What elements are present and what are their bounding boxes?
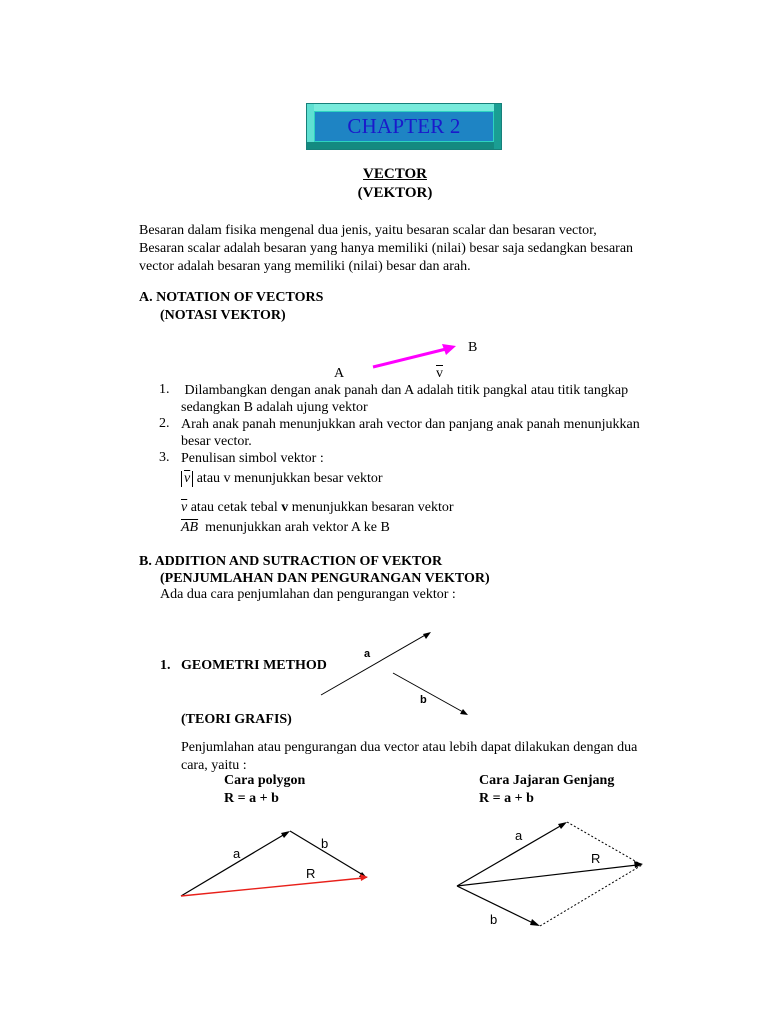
polygon-diagram xyxy=(175,825,375,905)
arrowhead-icon xyxy=(442,344,456,355)
symbol-bold-v: v xyxy=(281,500,289,515)
list-item xyxy=(159,450,679,467)
polygon-resultant-r xyxy=(181,878,363,896)
label-v: $\overline{v}$ xyxy=(436,366,443,381)
intro-line: vector adalah besaran yang memiliki (nilai) besar dan arah. xyxy=(139,259,471,274)
symbol-text: atau v menunjukkan besar vektor xyxy=(193,471,383,486)
intro-paragraph xyxy=(139,222,633,276)
list-text: Penulisan simbol vektor : xyxy=(181,451,324,466)
vector-ab-arrow xyxy=(373,349,446,367)
fig-label-b: b xyxy=(420,694,427,706)
parallelogram-vector-a xyxy=(457,825,562,886)
polygon-label-a: a xyxy=(233,846,241,861)
section-b-title: B. ADDITION AND SUTRACTION OF VEKTOR xyxy=(139,554,443,569)
intro-line: Besaran dalam fisika mengenal dua jenis, yaitu besaran scalar dan besaran vector, xyxy=(139,223,597,238)
heading-line1: VECTOR xyxy=(363,166,427,182)
parallelogram-diagram xyxy=(450,815,650,933)
section-a-heading xyxy=(139,289,323,325)
vectors-a-b-figure xyxy=(315,625,475,720)
list-number: 2. xyxy=(159,416,170,431)
section-b-heading xyxy=(139,553,490,587)
symbol-v: $\overline{v}$ xyxy=(181,500,188,515)
notation-list xyxy=(159,382,679,467)
vector-b-line xyxy=(393,673,463,712)
polygon-title: Cara polygon xyxy=(224,773,306,788)
page-heading xyxy=(300,165,490,203)
polygon-label-b: b xyxy=(321,836,329,851)
list-number: 3. xyxy=(159,450,170,465)
arrowhead-icon xyxy=(530,919,540,926)
method-title: 1. GEOMETRI METHOD xyxy=(160,658,327,673)
paragraph-line: Penjumlahan atau pengurangan dua vector atau lebih dapat dilakukan dengan dua xyxy=(181,740,638,755)
list-text: Arah anak panah menunjukkan arah vector dan panjang anak panah menunjukkan xyxy=(181,417,640,432)
parallelogram-method xyxy=(479,772,614,808)
vector-a-line xyxy=(321,634,427,695)
label-b: B xyxy=(468,340,478,355)
symbol-text: menunjukkan besaran vektor xyxy=(288,500,454,515)
parallelogram-label-a: a xyxy=(515,828,523,843)
list-text: besar vector. xyxy=(181,434,252,449)
chapter-title: CHAPTER 2 xyxy=(347,114,461,138)
section-b-subtitle: (PENJUMLAHAN DAN PENGURANGAN VEKTOR) xyxy=(160,571,490,586)
chapter-banner xyxy=(306,103,502,150)
parallelogram-label-b: b xyxy=(490,912,498,927)
list-item xyxy=(159,416,679,450)
arrowhead-icon xyxy=(634,861,643,868)
symbol-row-magnitude xyxy=(181,470,383,488)
symbol-ab: $\overline{AB}$ xyxy=(181,520,199,535)
polygon-method xyxy=(224,772,305,808)
symbol-text: menunjukkan arah vektor A ke B xyxy=(198,520,390,535)
intro-line: Besaran scalar adalah besaran yang hanya memiliki (nilai) besar saja sedangkan besaran xyxy=(139,241,634,256)
vector-ab-diagram xyxy=(330,335,480,385)
list-number: 1. xyxy=(159,382,170,397)
symbol-row-vector xyxy=(181,499,454,517)
parallelogram-title: Cara Jajaran Genjang xyxy=(479,773,615,788)
arrowhead-icon xyxy=(281,831,290,838)
section-a-title: A. NOTATION OF VECTORS xyxy=(139,290,324,305)
polygon-label-r: R xyxy=(306,866,316,881)
list-text: sedangkan B adalah ujung vektor xyxy=(181,400,368,415)
parallelogram-label-r: R xyxy=(591,851,601,866)
heading-line2: (VEKTOR) xyxy=(357,185,433,201)
paragraph-line: cara, yaitu : xyxy=(181,758,247,773)
arrowhead-icon xyxy=(423,632,431,639)
section-a-subtitle: (NOTASI VEKTOR) xyxy=(160,308,286,323)
parallelogram-resultant-r xyxy=(457,865,637,886)
label-a: A xyxy=(334,366,345,381)
arrowhead-icon xyxy=(558,822,567,829)
list-item xyxy=(159,382,679,416)
symbol-text: atau cetak tebal xyxy=(187,500,282,515)
method-subtitle: (TEORI GRAFIS) xyxy=(181,712,292,727)
methods-paragraph xyxy=(181,739,637,775)
symbol-row-ab xyxy=(181,519,390,537)
polygon-formula: R = a + b xyxy=(224,791,279,806)
arrowhead-icon xyxy=(460,709,468,715)
symbol-v-abs: $\overline{v}$ xyxy=(184,471,191,486)
section-b-intro: Ada dua cara penjumlahan dan pengurangan vektor : xyxy=(160,587,456,602)
parallelogram-formula: R = a + b xyxy=(479,791,534,806)
method-heading xyxy=(160,621,327,747)
fig-label-a: a xyxy=(364,648,371,660)
list-text: Dilambangkan dengan anak panah dan A adalah titik pangkal atau titik tangkap xyxy=(181,383,629,398)
parallelogram-dotted-side xyxy=(567,822,642,865)
